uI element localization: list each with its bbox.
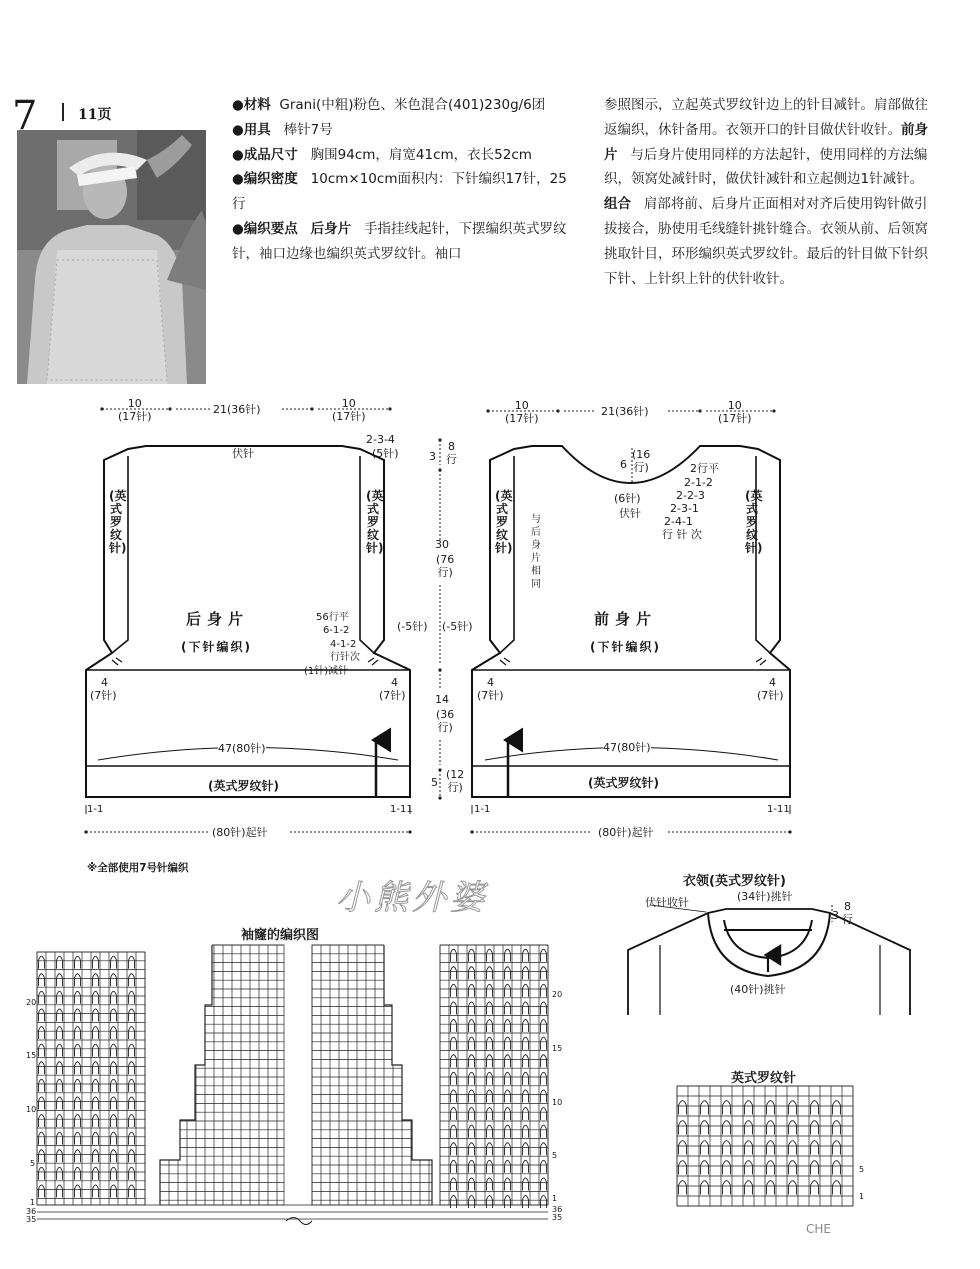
points-label: ●编织要点 [232,220,298,237]
back-armhole-rows-3: 行针次 [330,652,360,663]
front-top-mid-dim: 21(36针) [601,405,649,418]
back-top-right-dim: 10 (17针) [332,397,366,423]
front-same-as-back: 与后身片相同 [531,514,541,590]
collar-title: 衣领(英式罗纹针) [683,874,786,889]
arm-left-row-10: 10 [26,1105,37,1114]
vert-dim-1-rows: 8 行 [446,440,457,466]
front-neck-dec-5: 行 针 次 [662,528,702,541]
arm-right-row-35: 35 [552,1213,563,1222]
size-label: ●成品尺寸 [232,146,298,163]
vert-dim-1: 3 [429,450,436,463]
armhole-chart-title: 袖窿的编织图 [241,928,320,943]
join-text: 肩部将前、后身片正面相对对齐后使用钩针做引拔接合，胁使用毛线缝针挑针缝合。衣领从前、后领窝挑取针目，环形编织英式罗纹针。最后的针目做下针织下针、上针织上针的伏针收针。 [604,196,928,287]
rib-chart [677,1086,853,1206]
gauge-text: 10cm×10cm面积内：下针编织17针，25行 [232,171,567,213]
rib-chart-title: 英式罗纹针 [731,1071,797,1086]
rib-row-5: 5 [859,1165,865,1174]
front-neck-depth: 6 [620,458,627,471]
front-neck-dec-3: 2-3-1 [670,502,699,515]
arm-right-row-1: 1 [552,1194,558,1203]
materials-text: Grani(中粗)粉色、米色混合(401)230g/6团 [279,97,546,113]
front-neck-dec-2: 2-2-3 [676,489,705,502]
back-minus-sts: (-5针) [397,620,428,633]
arm-left-row-36: 36 [26,1207,37,1216]
arm-left-row-5: 5 [30,1159,36,1168]
back-shoulder-dec: 2-3-4 [366,433,395,446]
front-top-right-dim: 10 (17针) [718,399,752,425]
front-title: 前身片 [594,610,658,628]
back-label: 后身片 [310,220,352,237]
front-subtitle: (下针编织) [590,640,661,654]
back-armhole-left: 4 [101,676,108,689]
armhole-chart-grid [37,940,548,1208]
size-text: 胸围94cm，肩宽41cm，衣长52cm [310,146,532,163]
collar-back-pick: (34针)挑针 [737,890,793,903]
front-neck-dec-1: 2-1-2 [684,476,713,489]
arm-left-row-20: 20 [26,998,37,1007]
vert-dim-4-rows: (12 行) [446,768,465,794]
watermark: 小熊外婆 [336,878,488,918]
vert-dim-4: 5 [431,776,438,789]
front-neck-rows: (16 行) [632,448,651,474]
collar-bind-off: 伏针收针 [645,896,689,909]
back-armhole-right: 4 [391,676,398,689]
front-armhole-left: 4 [487,676,494,689]
back-mark-right: 1-11 [390,804,413,815]
vert-dim-3-rows: (36 行) [436,708,455,734]
back-bind-off: 伏针 [232,447,254,460]
back-armhole-right-sts: (7针) [379,689,406,702]
continue-text: 参照图示，立起英式罗纹针边上的针目减针。肩部做往返编织，休针备用。衣领开口的针目做伏针收针。 [604,97,928,138]
back-title: 后身片 [186,610,250,628]
arm-left-row-1: 1 [30,1198,36,1207]
collar-front-pick: (40针)挑针 [730,983,786,996]
back-armhole-left-sts: (7针) [90,689,117,702]
arm-right-row-5: 5 [552,1151,558,1160]
front-mark-left: 1-1 [474,804,491,815]
tools-label: ●用具 [232,121,271,138]
back-top-left-dim: 10 (17针) [118,397,152,423]
front-width: 47(80针) [603,741,651,754]
front-center-bind: (6针) [614,492,641,505]
armhole-chart [37,940,548,1225]
front-neck-dec-0: 2行平 [690,462,719,475]
arm-right-row-10: 10 [552,1098,563,1107]
back-top-mid-dim: 21(36针) [213,403,261,416]
front-armhole-left-sts: (7针) [477,689,504,702]
arm-left-row-15: 15 [26,1051,37,1060]
vert-dim-3: 14 [435,693,449,706]
vert-dim-2-rows: (76 行) [436,553,455,579]
back-cast-on: (80针)起针 [212,826,268,839]
front-armhole-right: 4 [769,676,776,689]
front-hem-rib: (英式罗纹针) [588,776,659,790]
vert-dim-2: 30 [435,538,449,551]
collar-height-rows: 8 行 [842,900,853,926]
front-neck-dec-4: 2-4-1 [664,515,693,528]
rib-row-1: 1 [859,1192,865,1201]
join-label: 组合 [604,196,631,213]
front-cast-on: (80针)起针 [598,826,654,839]
back-shoulder-dec-sts: (5针) [372,447,399,460]
gauge-label: ●编织密度 [232,171,298,188]
collar-height: 3 [832,909,839,922]
front-armhole-right-sts: (7针) [757,689,784,702]
corner-watermark: CHE [806,1222,831,1236]
arm-right-row-36: 36 [552,1205,563,1214]
back-mark-left: 1-1 [87,804,104,815]
arm-right-row-20: 20 [552,990,563,999]
back-text: 手指挂线起针，下摆编织英式罗纹针，袖口边缘也编织英式罗纹针。袖口 [232,220,567,262]
materials-label: ●材料 [232,97,271,113]
back-subtitle: (下针编织) [181,640,252,654]
back-armhole-rows-4: (1针)减针 [304,666,349,677]
back-armhole-rows-1: 6-1-2 [323,625,350,636]
arm-right-row-15: 15 [552,1044,563,1053]
back-rib-left: (英式罗纹针) [109,489,127,555]
vert-minus-sts: (-5针) [442,620,473,633]
front-rib-left: (英式罗纹针) [495,489,513,555]
arm-left-row-35: 35 [26,1215,37,1224]
front-text: 与后身片使用同样的方法起针，使用同样的方法编织，领窝处减针时，做伏针减针和立起侧边1针减针。 [604,146,928,188]
tools-text: 棒针7号 [283,121,333,138]
collar-diagram [628,905,910,1015]
back-armhole-rows-2: 4-1-2 [330,639,357,650]
back-rib-right: (英式罗纹针) [366,489,384,555]
needle-note: ※全部使用7号针编织 [87,862,189,874]
back-hem-rib: (英式罗纹针) [208,779,279,793]
page-reference: 11页 [78,107,112,123]
back-armhole-rows-0: 56行平 [316,612,349,623]
pattern-number: 7 [12,93,38,139]
front-rib-right: (英式罗纹针) [745,489,763,555]
front-mark-right: 1-11 [767,804,790,815]
front-center-bind2: 伏针 [619,507,641,520]
back-width: 47(80针) [218,742,266,755]
front-top-left-dim: 10 (17针) [505,399,539,425]
front-label: 前身片 [604,121,928,163]
rib-chart-grid [677,1086,853,1206]
